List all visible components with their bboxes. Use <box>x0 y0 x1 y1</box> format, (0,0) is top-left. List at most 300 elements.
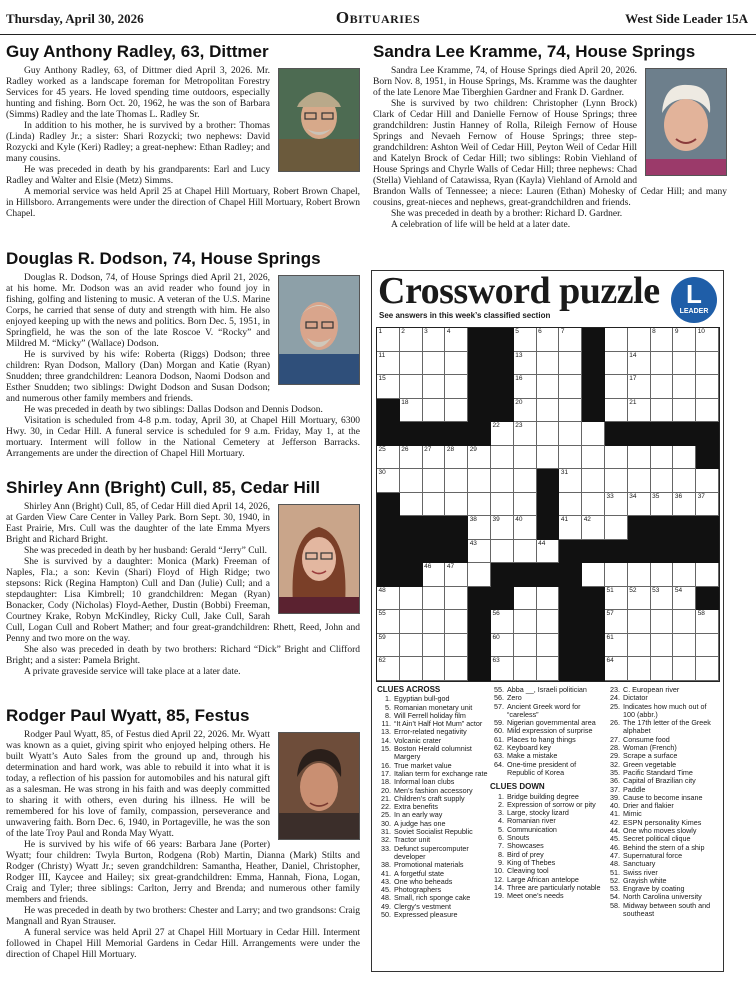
clue-text: Photographers <box>394 885 442 895</box>
grid-cell[interactable] <box>377 610 400 634</box>
clue-number: 21. <box>381 793 391 803</box>
clue-text: C. European river <box>623 685 680 694</box>
clue-text: One-time president of Republic of Korea <box>507 759 577 777</box>
cell-number: 18 <box>401 398 409 406</box>
grid-cell[interactable] <box>696 399 719 423</box>
grid-cell[interactable] <box>537 352 560 376</box>
clue-text: Mild expression of surprise <box>507 726 593 736</box>
grid-cell[interactable] <box>628 610 651 634</box>
clue-number: 62. <box>494 743 504 753</box>
clue-text: Midway between south and southeast <box>623 900 711 919</box>
clue-number: 55. <box>494 685 504 694</box>
clue-number: 20. <box>381 785 391 795</box>
grid-cell[interactable] <box>673 634 696 658</box>
grid-cell[interactable] <box>491 657 514 681</box>
grid-block <box>400 422 423 446</box>
grid-cell[interactable] <box>628 563 651 587</box>
clue-text: Expressed pleasure <box>394 910 458 920</box>
grid-cell[interactable] <box>514 375 537 399</box>
grid-cell[interactable] <box>468 540 491 564</box>
clue-number: 23. <box>610 685 620 694</box>
grid-cell[interactable] <box>696 563 719 587</box>
grid-cell[interactable] <box>673 399 696 423</box>
obit-para: Sandra Lee Kramme, 74, of House Springs died April 20, 2026. Born Nov. 8, 1951, in House Springs, Ms. Kramme was the daughter of the late Lenore Mae Tiberghien Gardner and Frank D. Gardner. <box>373 66 637 98</box>
grid-cell[interactable] <box>445 446 468 470</box>
clue-text: Showcases <box>507 841 544 851</box>
cell-number: 41 <box>560 516 569 524</box>
grid-cell[interactable] <box>696 375 719 399</box>
clue-text: Cause to become insane <box>623 792 703 802</box>
grid-cell[interactable] <box>491 422 514 446</box>
grid-cell[interactable] <box>605 375 628 399</box>
grid-cell[interactable] <box>582 493 605 517</box>
grid-cell[interactable] <box>445 657 468 681</box>
cell-number: 2 <box>401 328 405 335</box>
grid-cell[interactable] <box>514 540 537 564</box>
grid-block <box>537 563 560 587</box>
grid-block <box>582 399 605 423</box>
clue-text: Children’s craft supply <box>394 793 465 803</box>
grid-cell[interactable] <box>605 587 628 611</box>
grid-block <box>559 657 582 681</box>
cell-number: 56 <box>492 610 500 618</box>
grid-cell[interactable] <box>651 352 674 376</box>
clue-number: 45. <box>610 834 620 844</box>
grid-cell[interactable] <box>628 328 651 352</box>
grid-cell[interactable] <box>400 446 423 470</box>
logo-text: LEADER <box>679 308 709 315</box>
cell-number: 28 <box>446 445 455 453</box>
clue-number: 44. <box>610 826 620 836</box>
grid-cell[interactable] <box>377 375 400 399</box>
grid-cell[interactable] <box>537 634 560 658</box>
clue-number: 5. <box>385 702 391 712</box>
grid-block <box>582 540 605 564</box>
grid-cell[interactable] <box>514 399 537 423</box>
grid-cell[interactable] <box>377 446 400 470</box>
grid-cell[interactable] <box>491 634 514 658</box>
cell-number: 43 <box>469 539 477 547</box>
grid-cell[interactable] <box>696 328 719 352</box>
grid-cell[interactable] <box>651 375 674 399</box>
obit-para: She was preceded in death by a brother: Richard D. Gardner. <box>391 209 623 219</box>
clue-text: Error-related negativity <box>394 727 467 737</box>
grid-cell[interactable] <box>537 328 560 352</box>
cell-number: 21 <box>629 398 637 406</box>
clue-text: Paddle <box>623 784 646 794</box>
cell-number: 7 <box>560 328 565 335</box>
grid-cell[interactable] <box>400 657 423 681</box>
clue-item <box>606 719 720 736</box>
grid-block <box>514 563 537 587</box>
clue-text: Grayish white <box>623 875 667 885</box>
clue-text: Consume food <box>623 734 670 744</box>
clue-text: Engrave by coating <box>623 884 685 894</box>
grid-cell[interactable] <box>400 399 423 423</box>
obit-para: Rodger Paul Wyatt, 85, of Festus died April 22, 2026. Mr. Wyatt was known as a quiet, giving spirit who enjoyed helping others. He built Wyatt’s Auto Sales from the ground up and, through his determination and hard work, was able to rebuild it into what it is today, a reflection of his passion for automobiles and his natural gift as a salesman. He was strong in his faith and was deeply committed to sharing it with others, even during his illness. He will be remembered for his love of family, compassion, perseverance and unwavering faith. Born Dec. 6, 1940, in Portageville, he was the son of the late Troy Paul and Ronda May Wyatt. <box>6 730 270 839</box>
clue-text: Informal loan clubs <box>394 777 455 787</box>
grid-cell[interactable] <box>377 587 400 611</box>
obit-para: He is survived by his wife: Roberta (Riggs) Dodson; three children: Ryan Dodson, Mallory (Dan) Morgan and Katie (Ryan) Snudden; three grandchildren: Leanora Dodson, Naomi Dodson and Esther Snudden; two siblings: Dwight Dodson and Susan Dodson; and numerous other family members and friends. <box>6 350 270 404</box>
cell-number: 42 <box>583 516 591 524</box>
cell-number: 64 <box>606 657 614 665</box>
clue-number: 57. <box>494 701 504 711</box>
clue-text: Supernatural force <box>623 850 683 860</box>
grid-cell[interactable] <box>400 328 423 352</box>
grid-cell[interactable] <box>491 540 514 564</box>
grid-cell[interactable] <box>400 587 423 611</box>
clue-text: Pacific Standard Time <box>623 767 693 777</box>
grid-cell[interactable] <box>696 610 719 634</box>
grid-cell[interactable] <box>537 540 560 564</box>
grid-cell[interactable] <box>673 563 696 587</box>
grid-cell[interactable] <box>628 469 651 493</box>
cell-number: 10 <box>697 328 705 335</box>
grid-cell[interactable] <box>628 352 651 376</box>
cell-number: 36 <box>674 492 683 500</box>
grid-cell[interactable] <box>537 657 560 681</box>
grid-cell[interactable] <box>514 446 537 470</box>
grid-cell[interactable] <box>537 422 560 446</box>
grid-cell[interactable] <box>445 399 468 423</box>
grid-block <box>628 422 651 446</box>
clue-number: 32. <box>381 835 391 845</box>
grid-cell[interactable] <box>514 516 537 540</box>
cell-number: 6 <box>538 328 542 335</box>
cell-number: 25 <box>378 445 386 453</box>
cell-number: 48 <box>378 586 386 594</box>
grid-cell[interactable] <box>377 657 400 681</box>
grid-cell[interactable] <box>605 469 628 493</box>
clue-text: “It Ain’t Half Hot Mum” actor <box>394 719 483 729</box>
grid-block <box>468 352 491 376</box>
portrait-photo <box>278 68 360 172</box>
obit-para: She was preceded in death by her husband: Gerald “Jerry” Cull. <box>24 546 267 556</box>
grid-cell[interactable] <box>400 610 423 634</box>
obit-para: Guy Anthony Radley, 63, of Dittmer died April 3, 2026. Mr. Radley worked as a landscape foreman for Metropolitan Forestry Services for 45 years. He loved spending time outdoors, especially hunting and fishing. Born Oct. 20, 1962, he was the son of Barbara (Simms) Radley and the late Thomas L. Radley Sr. <box>6 66 270 120</box>
grid-cell[interactable] <box>377 634 400 658</box>
grid-cell[interactable] <box>377 469 400 493</box>
clue-text: Cleaving tool <box>507 866 549 876</box>
grid-cell[interactable] <box>559 493 582 517</box>
cell-number: 60 <box>492 633 500 641</box>
grid-cell[interactable] <box>423 469 446 493</box>
grid-cell[interactable] <box>582 446 605 470</box>
grid-cell[interactable] <box>605 516 628 540</box>
grid-cell[interactable] <box>468 446 491 470</box>
grid-cell[interactable] <box>628 657 651 681</box>
grid-cell[interactable] <box>445 352 468 376</box>
grid-cell[interactable] <box>423 375 446 399</box>
grid-block <box>582 634 605 658</box>
grid-cell[interactable] <box>605 657 628 681</box>
grid-cell[interactable] <box>673 587 696 611</box>
cell-number: 8 <box>652 328 656 335</box>
grid-cell[interactable] <box>559 469 582 493</box>
grid-cell[interactable] <box>628 493 651 517</box>
clue-text: Indicates how much out of 100 (abbr.) <box>623 701 707 719</box>
grid-cell[interactable] <box>696 657 719 681</box>
grid-cell[interactable] <box>491 493 514 517</box>
grid-cell[interactable] <box>605 610 628 634</box>
cell-number: 4 <box>446 328 451 335</box>
grid-cell[interactable] <box>468 469 491 493</box>
grid-cell[interactable] <box>514 328 537 352</box>
obit-para: A celebration of life will be held at a later date. <box>391 220 571 230</box>
grid-cell[interactable] <box>628 375 651 399</box>
grid-block <box>605 540 628 564</box>
grid-cell[interactable] <box>514 422 537 446</box>
grid-cell[interactable] <box>491 446 514 470</box>
grid-cell[interactable] <box>651 399 674 423</box>
clue-number: 25. <box>381 810 391 820</box>
grid-cell[interactable] <box>423 657 446 681</box>
grid-cell[interactable] <box>582 563 605 587</box>
clue-number: 10. <box>494 866 504 876</box>
clue-text: Communication <box>507 824 557 834</box>
grid-cell[interactable] <box>514 493 537 517</box>
grid-block <box>605 422 628 446</box>
grid-cell[interactable] <box>537 375 560 399</box>
clue-text: Make a mistake <box>507 751 558 761</box>
grid-cell[interactable] <box>445 587 468 611</box>
clue-text: Swiss river <box>623 867 658 877</box>
grid-cell[interactable] <box>559 328 582 352</box>
grid-cell[interactable] <box>605 328 628 352</box>
grid-cell[interactable] <box>582 469 605 493</box>
grid-block <box>445 516 468 540</box>
cell-number: 26 <box>401 445 409 453</box>
clue-text: Meet one’s needs <box>507 891 564 901</box>
grid-block <box>537 516 560 540</box>
grid-cell[interactable] <box>559 516 582 540</box>
obit-para: He was preceded in death by two brothers: Chester and Larry; and two grandsons: Craig Mangnall and Ryan Strauser. <box>6 906 360 927</box>
clue-number: 42. <box>610 817 620 827</box>
grid-cell[interactable] <box>445 563 468 587</box>
grid-block <box>491 328 514 352</box>
obit-para: Douglas R. Dodson, 74, of House Springs died April 21, 2026, at his home. Mr. Dodson was an avid reader who found joy in fishing, golfing and listening to music. A veteran of the U.S. Marine Corps, he carried that sense of duty and strength with him. He also enjoyed keeping up with the news and politics. Born Dec. 5, 1951, in Springfield, he was the son of the late Roscoe V. “Rocky” and Mildred M. “Micky” (Wallace) Dodson. <box>6 273 270 349</box>
grid-cell[interactable] <box>445 328 468 352</box>
grid-cell[interactable] <box>400 493 423 517</box>
grid-cell[interactable] <box>400 469 423 493</box>
grid-cell[interactable] <box>651 446 674 470</box>
clue-text: Men’s fashion accessory <box>394 785 473 795</box>
grid-cell[interactable] <box>673 446 696 470</box>
grid-cell[interactable] <box>605 563 628 587</box>
cell-number: 37 <box>697 492 705 500</box>
grid-block <box>696 516 719 540</box>
grid-cell[interactable] <box>696 469 719 493</box>
cell-number: 13 <box>515 351 523 359</box>
clue-number: 53. <box>610 884 620 894</box>
grid-cell[interactable] <box>673 328 696 352</box>
clues-across-column <box>377 686 489 919</box>
grid-cell[interactable] <box>559 375 582 399</box>
grid-cell[interactable] <box>423 446 446 470</box>
grid-cell[interactable] <box>605 634 628 658</box>
grid-cell[interactable] <box>605 399 628 423</box>
obit-dodson <box>6 249 360 460</box>
clue-number: 11. <box>381 719 391 729</box>
clue-number: 29. <box>610 751 620 761</box>
clue-number: 28. <box>610 743 620 753</box>
grid-cell[interactable] <box>423 328 446 352</box>
grid-block <box>537 493 560 517</box>
grid-cell[interactable] <box>423 399 446 423</box>
clue-text: Large, stocky lizard <box>507 808 569 818</box>
grid-block <box>491 399 514 423</box>
grid-cell[interactable] <box>491 516 514 540</box>
grid-cell[interactable] <box>423 634 446 658</box>
grid-cell[interactable] <box>423 587 446 611</box>
grid-cell[interactable] <box>605 446 628 470</box>
grid-cell[interactable] <box>605 493 628 517</box>
grid-cell[interactable] <box>468 493 491 517</box>
clue-text: Egyptian bull-god <box>394 694 450 704</box>
grid-cell[interactable] <box>400 375 423 399</box>
clue-text: Ancient Greek word for “careless” <box>507 701 581 719</box>
clue-text: Soviet Socialist Republic <box>394 827 473 837</box>
grid-cell[interactable] <box>514 634 537 658</box>
cell-number: 9 <box>674 328 679 335</box>
grid-cell[interactable] <box>514 587 537 611</box>
clue-number: 52. <box>610 875 620 885</box>
cell-number: 58 <box>697 610 705 618</box>
grid-block <box>673 540 696 564</box>
clue-text: Places to hang things <box>507 734 576 744</box>
grid-cell[interactable] <box>445 610 468 634</box>
grid-cell[interactable] <box>468 516 491 540</box>
grid-cell[interactable] <box>559 399 582 423</box>
grid-cell[interactable] <box>651 493 674 517</box>
clue-item <box>490 761 602 778</box>
grid-cell[interactable] <box>582 422 605 446</box>
clue-number: 19. <box>494 891 504 901</box>
grid-cell[interactable] <box>673 375 696 399</box>
grid-cell[interactable] <box>559 446 582 470</box>
clue-number: 35. <box>610 767 620 777</box>
grid-block <box>377 422 400 446</box>
grid-cell[interactable] <box>491 469 514 493</box>
grid-cell[interactable] <box>423 493 446 517</box>
clue-text: In an early way <box>394 810 443 820</box>
grid-block <box>559 634 582 658</box>
clue-item <box>377 845 489 862</box>
grid-block <box>468 328 491 352</box>
grid-cell[interactable] <box>514 352 537 376</box>
grid-cell[interactable] <box>400 352 423 376</box>
grid-cell[interactable] <box>651 563 674 587</box>
grid-block <box>400 516 423 540</box>
obit-para: She is survived by two children: Christopher (Lynn Brock) Clark of Cedar Hill and Danielle Fernow of House Springs; three grandchildren: Justin Hanney of Rolla, Rileigh Fernow of House Springs and Nevaeh Fernow of House Springs; three step-grandchildren: Ashton Weil of Cedar Hill, Peyton Weil of Cedar Hill and Katelyn Brock of Cedar Hill; two siblings: Robin Viehland of House Springs and Chyrle Walls of Cedar Hill; three nephews: Chad (Stella) Viehland of Catawissa, Ryan (Kayla) Viehland of Arnold and Brandon Walls of Tennessee; a niece: Lauren (Ethan) Mohesky of Cedar Hill; and many cousins, great-nieces and nephews, great-grandchildren and friends. <box>373 99 727 208</box>
grid-cell[interactable] <box>673 657 696 681</box>
clue-number: 14. <box>381 735 391 745</box>
cell-number: 31 <box>560 469 569 477</box>
portrait-photo <box>278 504 360 614</box>
cell-number: 16 <box>515 375 523 383</box>
grid-cell[interactable] <box>628 587 651 611</box>
grid-cell[interactable] <box>423 610 446 634</box>
grid-cell[interactable] <box>696 493 719 517</box>
grid-cell[interactable] <box>377 328 400 352</box>
grid-block <box>468 634 491 658</box>
obit-title: Douglas R. Dodson, 74, House Springs <box>6 249 321 268</box>
grid-cell[interactable] <box>605 352 628 376</box>
grid-cell[interactable] <box>514 469 537 493</box>
grid-cell[interactable] <box>673 469 696 493</box>
grid-block <box>582 657 605 681</box>
grid-cell[interactable] <box>514 657 537 681</box>
grid-cell[interactable] <box>514 610 537 634</box>
cell-number: 23 <box>515 422 523 430</box>
portrait-photo <box>278 732 360 840</box>
grid-block <box>491 563 514 587</box>
clue-number: 18. <box>381 777 391 787</box>
grid-block <box>468 610 491 634</box>
grid-cell[interactable] <box>377 352 400 376</box>
grid-cell[interactable] <box>445 469 468 493</box>
grid-cell[interactable] <box>673 610 696 634</box>
grid-cell[interactable] <box>400 634 423 658</box>
obit-para: She also was preceded in death by two brothers: Richard “Dick” Bright and Clifford Bright; and a sister: Pamela Bright. <box>6 645 360 666</box>
grid-cell[interactable] <box>651 610 674 634</box>
grid-cell[interactable] <box>537 399 560 423</box>
grid-cell[interactable] <box>628 446 651 470</box>
grid-cell[interactable] <box>423 352 446 376</box>
grid-cell[interactable] <box>445 634 468 658</box>
obit-para: A memorial service was held April 25 at Chapel Hill Mortuary, Robert Brown Chapel, in Hillsboro. Arrangements were under the direction of Chapel Hill Mortuary, Robert Brown Chapel. <box>6 187 360 219</box>
grid-cell[interactable] <box>673 493 696 517</box>
grid-cell[interactable] <box>537 446 560 470</box>
grid-cell[interactable] <box>559 352 582 376</box>
obit-para: He was preceded in death by two siblings: Dallas Dodson and Dennis Dodson. <box>24 405 323 415</box>
grid-cell[interactable] <box>468 563 491 587</box>
grid-cell[interactable] <box>696 634 719 658</box>
grid-cell[interactable] <box>559 422 582 446</box>
clue-text: Small, rich sponge cake <box>394 893 471 903</box>
grid-cell[interactable] <box>651 328 674 352</box>
grid-cell[interactable] <box>673 352 696 376</box>
grid-cell[interactable] <box>445 375 468 399</box>
grid-cell[interactable] <box>537 610 560 634</box>
grid-cell[interactable] <box>651 587 674 611</box>
clue-text: One who moves slowly <box>623 826 697 836</box>
obit-para: A funeral service was held April 27 at Chapel Hill Mortuary in Cedar Hill. Interment followed in Chapel Hill Memorial Gardens in Cedar Hill. Arrangements were under the direction of Chapel Hill Mortuary. <box>6 928 360 960</box>
grid-cell[interactable] <box>651 634 674 658</box>
crossword-grid <box>376 327 720 682</box>
clue-text: ESPN personality Kimes <box>623 817 702 827</box>
cell-number: 22 <box>492 422 500 430</box>
grid-block <box>468 399 491 423</box>
grid-cell[interactable] <box>628 399 651 423</box>
grid-cell[interactable] <box>491 610 514 634</box>
grid-block <box>696 422 719 446</box>
grid-cell[interactable] <box>582 516 605 540</box>
grid-block <box>423 422 446 446</box>
grid-cell[interactable] <box>423 563 446 587</box>
clue-text: Abba __, Israeli politician <box>507 685 587 694</box>
clue-number: 31. <box>381 827 391 837</box>
grid-cell[interactable] <box>696 352 719 376</box>
clue-text: Mimic <box>623 809 642 819</box>
grid-cell[interactable] <box>651 469 674 493</box>
grid-cell[interactable] <box>628 634 651 658</box>
cell-number: 44 <box>538 539 546 547</box>
grid-cell[interactable] <box>651 657 674 681</box>
grid-cell[interactable] <box>537 587 560 611</box>
grid-cell[interactable] <box>445 493 468 517</box>
grid-block <box>445 422 468 446</box>
